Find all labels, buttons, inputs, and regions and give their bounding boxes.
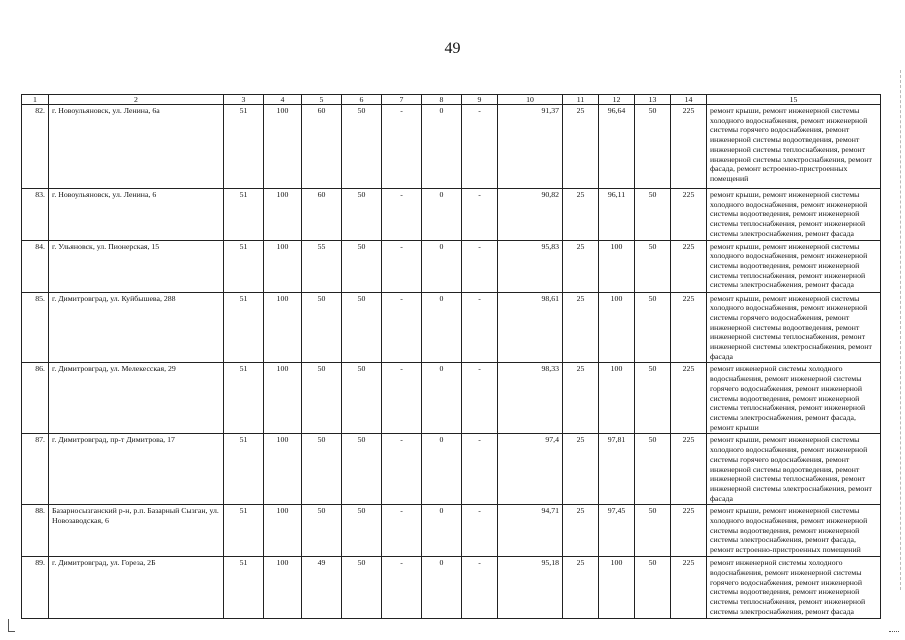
value-cell: 50: [635, 363, 671, 434]
value-cell: 96,64: [599, 105, 635, 189]
value-cell: 0: [422, 105, 462, 189]
value-cell: -: [382, 105, 422, 189]
value-cell: 50: [342, 505, 382, 557]
value-cell: 225: [671, 240, 707, 292]
value-cell: 50: [302, 434, 342, 505]
header-cell: 15: [707, 95, 881, 105]
value-cell: 225: [671, 189, 707, 241]
value-cell: 100: [264, 292, 302, 363]
value-cell: 51: [224, 363, 264, 434]
value-cell: 25: [563, 240, 599, 292]
value-cell: 50: [342, 292, 382, 363]
row-number: 84.: [22, 240, 49, 292]
value-cell: 49: [302, 557, 342, 618]
value-cell: 50: [635, 240, 671, 292]
address-cell: г. Новоульяновск, ул. Ленина, 6: [49, 189, 224, 241]
value-cell: -: [382, 292, 422, 363]
value-cell: 225: [671, 292, 707, 363]
value-cell: 25: [563, 557, 599, 618]
value-cell: 55: [302, 240, 342, 292]
value-cell: 0: [422, 240, 462, 292]
table-row: [22, 105, 881, 189]
table-row: [22, 434, 881, 505]
address-cell: г. Димитровград, ул. Мелекесская, 29: [49, 363, 224, 434]
value-cell: -: [462, 434, 498, 505]
value-cell: 25: [563, 363, 599, 434]
value-cell: -: [462, 363, 498, 434]
row-number: 83.: [22, 189, 49, 241]
value-cell: 100: [264, 189, 302, 241]
value-cell: 0: [422, 557, 462, 618]
header-cell: 14: [671, 95, 707, 105]
repair-register-table: [21, 94, 881, 619]
value-cell: 225: [671, 557, 707, 618]
value-cell: 50: [342, 240, 382, 292]
value-cell: 100: [264, 363, 302, 434]
header-cell: 4: [264, 95, 302, 105]
value-cell: -: [382, 189, 422, 241]
header-row: [22, 95, 881, 105]
value-cell: 50: [342, 434, 382, 505]
value-cell: 25: [563, 434, 599, 505]
header-cell: 5: [302, 95, 342, 105]
works-cell: ремонт инженерной системы холодного водоснабжения, ремонт инженерной системы горячего водоснабжения, ремонт инженерной системы водоотведения, ремонт инженерной системы теплоснабжения, ремонт инженерной системы электроснабжения, ремонт фасада, ремонт крыши: [707, 363, 881, 434]
table-row: [22, 363, 881, 434]
value-cell: 90,82: [498, 189, 563, 241]
value-cell: 50: [635, 505, 671, 557]
value-cell: 97,81: [599, 434, 635, 505]
works-cell: ремонт крыши, ремонт инженерной системы холодного водоснабжения, ремонт инженерной системы горячего водоснабжения, ремонт инженерной системы водоотведения, ремонт инженерной системы теплоснабжения, ремонт инженерной системы электроснабжения, ремонт фасада: [707, 434, 881, 505]
address-cell: г. Новоульяновск, ул. Ленина, 6а: [49, 105, 224, 189]
value-cell: 50: [302, 292, 342, 363]
value-cell: 97,4: [498, 434, 563, 505]
header-cell: 11: [563, 95, 599, 105]
value-cell: 98,61: [498, 292, 563, 363]
value-cell: 50: [302, 363, 342, 434]
value-cell: -: [382, 557, 422, 618]
row-number: 82.: [22, 105, 49, 189]
table-row: [22, 505, 881, 557]
value-cell: 50: [635, 292, 671, 363]
value-cell: 0: [422, 434, 462, 505]
value-cell: -: [462, 505, 498, 557]
value-cell: -: [382, 434, 422, 505]
value-cell: 25: [563, 505, 599, 557]
value-cell: 25: [563, 189, 599, 241]
works-cell: ремонт крыши, ремонт инженерной системы холодного водоснабжения, ремонт инженерной системы горячего водоснабжения, ремонт инженерной системы водоотведения, ремонт инженерной системы теплоснабжения, ремонт инженерной системы электроснабжения, ремонт фасада, ремонт встроенно-пристроенных помещений: [707, 105, 881, 189]
value-cell: 25: [563, 105, 599, 189]
value-cell: 50: [635, 189, 671, 241]
table-row: [22, 240, 881, 292]
row-number: 87.: [22, 434, 49, 505]
value-cell: 100: [264, 557, 302, 618]
value-cell: 225: [671, 105, 707, 189]
value-cell: 0: [422, 505, 462, 557]
value-cell: 50: [302, 505, 342, 557]
value-cell: 50: [342, 105, 382, 189]
value-cell: 225: [671, 434, 707, 505]
works-cell: ремонт крыши, ремонт инженерной системы холодного водоснабжения, ремонт инженерной системы водоотведения, ремонт инженерной системы теплоснабжения, ремонт инженерной системы электроснабжения, ремонт фасада: [707, 189, 881, 241]
works-cell: ремонт крыши, ремонт инженерной системы холодного водоснабжения, ремонт инженерной системы водоотведения, ремонт инженерной системы теплоснабжения, ремонт инженерной системы электроснабжения, ремонт фасада: [707, 240, 881, 292]
value-cell: 91,37: [498, 105, 563, 189]
value-cell: 100: [264, 105, 302, 189]
value-cell: -: [462, 557, 498, 618]
page-edge-line: [900, 70, 901, 590]
header-cell: 12: [599, 95, 635, 105]
value-cell: 100: [599, 557, 635, 618]
header-cell: 7: [382, 95, 422, 105]
page-number: 49: [444, 40, 461, 57]
header-cell: 3: [224, 95, 264, 105]
address-cell: Базарносызганский р-н, р.п. Базарный Сызган, ул. Новозаводская, 6: [49, 505, 224, 557]
value-cell: 51: [224, 292, 264, 363]
value-cell: 60: [302, 189, 342, 241]
address-cell: г. Димитровград, ул. Куйбышева, 288: [49, 292, 224, 363]
works-cell: ремонт крыши, ремонт инженерной системы холодного водоснабжения, ремонт инженерной системы горячего водоснабжения, ремонт инженерной системы водоотведения, ремонт инженерной системы теплоснабжения, ремонт инженерной системы электроснабжения, ремонт фасада: [707, 292, 881, 363]
value-cell: 100: [264, 505, 302, 557]
header-cell: 2: [49, 95, 224, 105]
value-cell: 50: [342, 363, 382, 434]
value-cell: 50: [635, 105, 671, 189]
value-cell: 98,33: [498, 363, 563, 434]
address-cell: г. Димитровград, ул. Гореза, 2Б: [49, 557, 224, 618]
value-cell: 95,83: [498, 240, 563, 292]
table-row: [22, 292, 881, 363]
value-cell: -: [382, 240, 422, 292]
header-cell: 8: [422, 95, 462, 105]
value-cell: 100: [599, 240, 635, 292]
value-cell: 51: [224, 505, 264, 557]
header-cell: 9: [462, 95, 498, 105]
value-cell: 97,45: [599, 505, 635, 557]
value-cell: 51: [224, 240, 264, 292]
value-cell: 0: [422, 363, 462, 434]
value-cell: 100: [599, 292, 635, 363]
value-cell: 51: [224, 189, 264, 241]
address-cell: г. Ульяновск, ул. Пионерская, 15: [49, 240, 224, 292]
works-cell: ремонт крыши, ремонт инженерной системы холодного водоснабжения, ремонт инженерной системы водоотведения, ремонт инженерной системы электроснабжения, ремонт фасада, ремонт встроенно-пристроенных помещений: [707, 505, 881, 557]
value-cell: 0: [422, 189, 462, 241]
value-cell: -: [462, 240, 498, 292]
crop-mark-bottom-right: [889, 631, 899, 632]
row-number: 85.: [22, 292, 49, 363]
value-cell: 95,18: [498, 557, 563, 618]
value-cell: 50: [342, 557, 382, 618]
address-cell: г. Димитровград, пр-т Димитрова, 17: [49, 434, 224, 505]
row-number: 89.: [22, 557, 49, 618]
header-cell: 10: [498, 95, 563, 105]
value-cell: 60: [302, 105, 342, 189]
value-cell: 50: [342, 189, 382, 241]
value-cell: -: [462, 105, 498, 189]
value-cell: 225: [671, 505, 707, 557]
value-cell: 51: [224, 557, 264, 618]
value-cell: -: [462, 292, 498, 363]
header-cell: 1: [22, 95, 49, 105]
value-cell: 225: [671, 363, 707, 434]
row-number: 88.: [22, 505, 49, 557]
value-cell: 51: [224, 105, 264, 189]
value-cell: 100: [599, 363, 635, 434]
table-row: [22, 557, 881, 618]
value-cell: -: [462, 189, 498, 241]
value-cell: 100: [264, 240, 302, 292]
crop-mark-bottom-left: [8, 619, 15, 632]
header-cell: 6: [342, 95, 382, 105]
row-number: 86.: [22, 363, 49, 434]
value-cell: -: [382, 363, 422, 434]
value-cell: 100: [264, 434, 302, 505]
table-row: [22, 189, 881, 241]
value-cell: 94,71: [498, 505, 563, 557]
header-cell: 13: [635, 95, 671, 105]
value-cell: 25: [563, 292, 599, 363]
value-cell: 96,11: [599, 189, 635, 241]
works-cell: ремонт инженерной системы холодного водоснабжения, ремонт инженерной системы горячего водоснабжения, ремонт инженерной системы водоотведения, ремонт инженерной системы теплоснабжения, ремонт инженерной системы электроснабжения, ремонт фасада: [707, 557, 881, 618]
value-cell: 51: [224, 434, 264, 505]
value-cell: 50: [635, 434, 671, 505]
value-cell: 50: [635, 557, 671, 618]
value-cell: 0: [422, 292, 462, 363]
value-cell: -: [382, 505, 422, 557]
